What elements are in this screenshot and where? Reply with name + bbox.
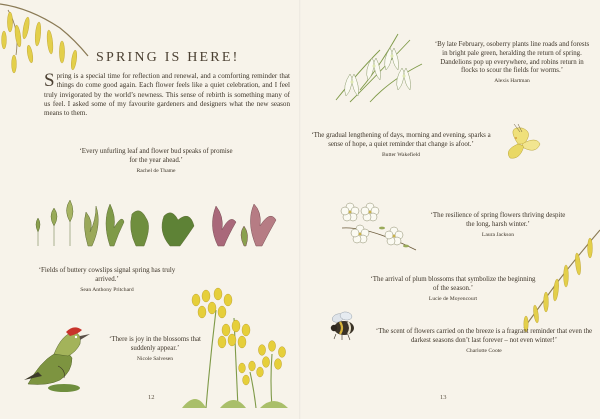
green-woodpecker-illustration bbox=[20, 318, 90, 392]
quote-author: Lucie de Moyencourt bbox=[428, 295, 478, 302]
quote-block bbox=[306, 132, 496, 158]
quote-text: ‘The gradual lengthening of days, morning and evening, sparks a sense of hope, a quiet reminder that change is afoot.’ bbox=[311, 132, 491, 148]
quote-text: ‘The resilience of spring flowers thriving despite the long, harsh winter.’ bbox=[430, 212, 566, 228]
quote-author: Sean Anthony Pritchard bbox=[80, 286, 134, 293]
page-title: SPRING IS HERE! bbox=[96, 50, 240, 65]
snowdrop-flowers-illustration bbox=[330, 30, 430, 106]
intro-paragraph bbox=[44, 72, 290, 118]
quote-author: Charlotte Coote bbox=[466, 347, 502, 354]
quote-block bbox=[96, 336, 214, 362]
brimstone-butterfly-illustration bbox=[498, 124, 542, 162]
quote-block bbox=[76, 148, 236, 174]
plum-blossoms-illustration bbox=[338, 198, 418, 256]
quote-author: Nicole Salvesen bbox=[136, 355, 174, 362]
quote-author: Butter Wakefield bbox=[381, 151, 421, 158]
page-number: 12 bbox=[148, 394, 155, 401]
drop-cap: S bbox=[44, 70, 55, 91]
right-page bbox=[300, 0, 600, 419]
unfurling-buds-illustration bbox=[30, 192, 280, 250]
quote-text: ‘There is joy in the blossoms that suddenly appear.’ bbox=[109, 336, 201, 352]
quote-block bbox=[374, 328, 594, 354]
quote-author: Rachel de Thame bbox=[136, 167, 176, 174]
quote-block bbox=[368, 276, 538, 302]
page-number: 13 bbox=[440, 394, 447, 401]
quote-text: ‘The arrival of plum blossoms that symbolize the beginning of the season.’ bbox=[370, 276, 536, 292]
quote-text: ‘Every unfurling leaf and flower bud speaks of promise for the year ahead.’ bbox=[79, 148, 233, 164]
quote-author: Laura Jackson bbox=[481, 231, 515, 238]
quote-block bbox=[434, 41, 590, 84]
quote-text: ‘Fields of buttery cowslips signal spring has truly arrived.’ bbox=[38, 267, 176, 283]
quote-text: ‘The scent of flowers carried on the breeze is a fragrant reminder that even the darkest seasons don’t last forever – not even winter!’ bbox=[375, 328, 593, 344]
quote-author: Alexis Hartman bbox=[494, 78, 530, 85]
quote-block bbox=[32, 267, 182, 293]
quote-text: ‘By late February, osoberry plants line roads and forests in bright pale green, heralding the return of spring. Dandelions pop up everywhere, and robins return in flocks to scour the fields for worms.’ bbox=[434, 41, 590, 75]
intro-text: pring is a special time for reflection and renewal, and a comforting reminder that things do come good again. Each flower feels like a quiet celebration, and I feel truly invigorated by the world’s newness. This sense of rebirth is something many of us feel. I asked some of my favourite gardeners and designers what the new season means to them. bbox=[44, 72, 290, 118]
bumblebee-illustration bbox=[328, 310, 362, 340]
